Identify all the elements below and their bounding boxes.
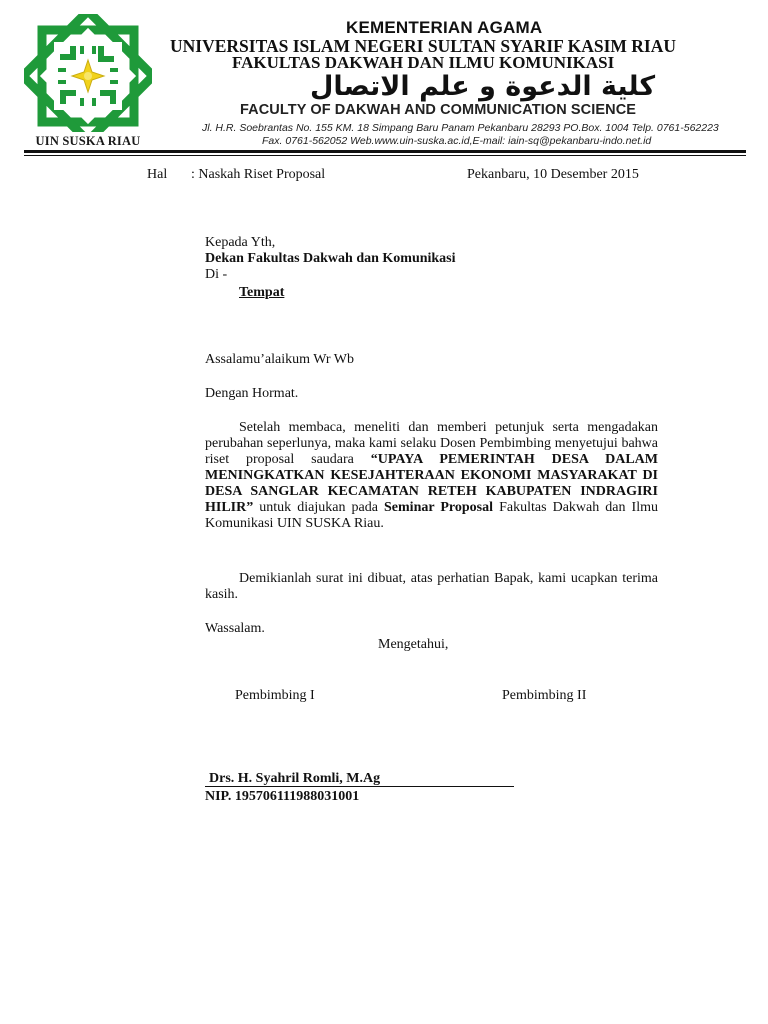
addressee-greeting: Kepada Yth, xyxy=(205,235,276,250)
body-p1-end: Fakultas Dakwah dan Ilmu Komunikasi UIN SUSKA Riau. xyxy=(205,500,659,531)
logo-caption: UIN SUSKA RIAU xyxy=(35,134,141,148)
signature-underline xyxy=(205,786,514,787)
subject-value: : Naskah Riset Proposal xyxy=(191,167,326,182)
uin-logo-emblem-icon xyxy=(24,14,152,132)
addressee-place: Tempat xyxy=(239,285,285,300)
university-logo xyxy=(24,14,152,154)
research-title: “UPAYA PEMERINTAH DESA DALAM MENINGKATKAN KESEJAHTERAAN EKONOMI MASYARAKAT DI DESA SANGLAR KECAMATAN RETEH KABUPATEN INDRAGIRI HILIR” xyxy=(205,452,658,515)
faculty-name: FAKULTAS DAKWAH DAN ILMU KOMUNIKASI xyxy=(232,53,615,72)
closing-salam: Wassalam. xyxy=(205,621,265,636)
university-name: UNIVERSITAS ISLAM NEGERI SULTAN SYARIF KASIM RIAU xyxy=(170,36,676,56)
letterhead-divider-thick xyxy=(24,150,746,153)
addressee-di: Di - xyxy=(205,267,228,282)
seminar-label: Seminar Proposal xyxy=(384,500,494,515)
letterhead-divider-thin xyxy=(24,155,746,156)
signer-name: Drs. H. Syahril Romli, M.Ag xyxy=(209,771,381,786)
body-p1-intro: Setelah membaca, meneliti dan memberi petunjuk serta mengadakan perubahan seperlunya, maka kami selaku Dosen Pembimbing menyetujui bahwa riset proposal saudara xyxy=(205,420,658,467)
addressee-name: Dekan Fakultas Dakwah dan Komunikasi xyxy=(205,251,456,266)
body-paragraph-2 xyxy=(205,571,658,603)
acknowledged-label: Mengetahui, xyxy=(378,637,449,652)
faculty-name-arabic: كلية الدعوة و علم الاتصال xyxy=(310,71,656,102)
address-line-1: Jl. H.R. Soebrantas No. 155 KM. 18 Simpang Baru Panam Pekanbaru 28293 PO.Box. 1004 Telp. 0761-562223 xyxy=(202,122,719,134)
place-date: Pekanbaru, 10 Desember 2015 xyxy=(467,167,639,182)
address-line-2: Fax. 0761-562052 Web.www.uin-suska.ac.id,E-mail: iain-sq@pekanbaru-indo.net.id xyxy=(262,135,652,147)
supervisor-2-label: Pembimbing II xyxy=(502,688,587,703)
subject-label: Hal xyxy=(147,167,168,182)
supervisor-1-label: Pembimbing I xyxy=(235,688,315,703)
ministry-name: KEMENTERIAN AGAMA xyxy=(346,18,543,37)
body-p2-text: Demikianlah surat ini dibuat, atas perhatian Bapak, kami ucapkan terima kasih. xyxy=(205,571,658,602)
body-paragraph-1 xyxy=(205,420,658,532)
faculty-name-english: FACULTY OF DAKWAH AND COMMUNICATION SCIENCE xyxy=(240,102,637,118)
signer-nip: NIP. 195706111988031001 xyxy=(205,789,360,804)
body-p1-middle: untuk diajukan pada xyxy=(253,500,385,515)
opening-regards: Dengan Hormat. xyxy=(205,386,299,401)
opening-salam: Assalamu’alaikum Wr Wb xyxy=(205,352,354,367)
